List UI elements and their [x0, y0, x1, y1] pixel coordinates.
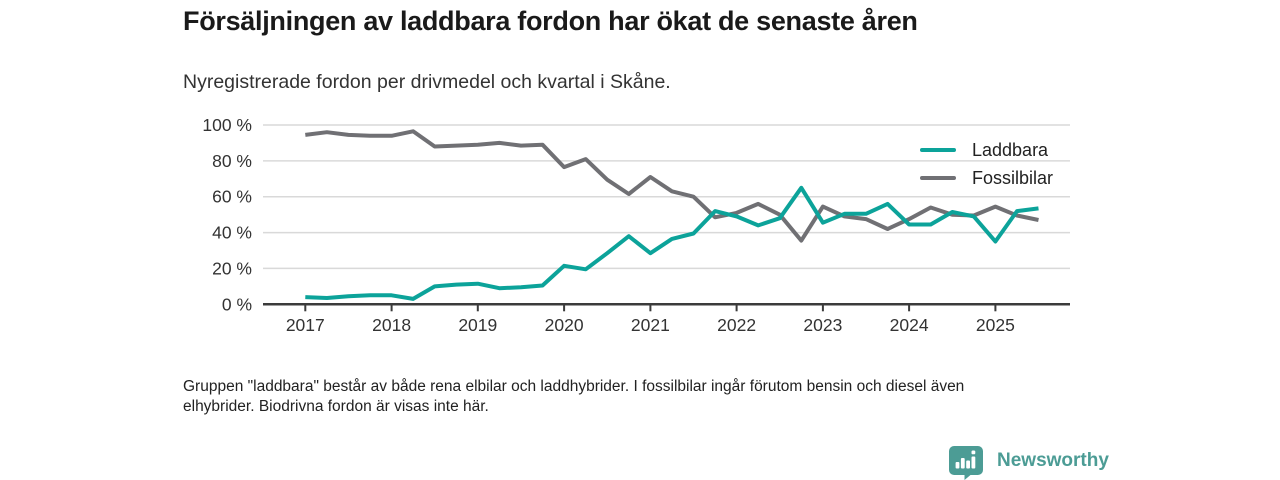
y-axis-tick-label: 60 % [212, 186, 252, 207]
fossilbilar-line-swatch-icon [920, 176, 956, 181]
legend-label-fossilbilar: Fossilbilar [972, 167, 1054, 188]
x-axis-tick-label: 2018 [372, 315, 412, 335]
newsworthy-logo [948, 446, 1109, 480]
bar-chart-icon-dot [972, 451, 976, 455]
bar-chart-icon-bar [956, 462, 960, 469]
series-line-laddbara [305, 188, 1038, 299]
bar-chart-icon-bar [972, 457, 976, 469]
footnote [183, 377, 964, 417]
x-axis-tick-label: 2021 [630, 315, 670, 335]
chart-title: Försäljningen av laddbara fordon har ökat de senaste åren [183, 6, 918, 36]
y-axis-tick-label: 40 % [212, 222, 252, 243]
chart-legend [920, 136, 1053, 192]
bar-chart-icon-bar [961, 458, 965, 469]
newsworthy-badge-icon [948, 446, 984, 480]
x-axis-tick-label: 2019 [458, 315, 498, 335]
x-axis-tick-label: 2025 [975, 315, 1015, 335]
legend-item-laddbara [920, 136, 1053, 164]
x-axis-tick-label: 2024 [889, 315, 929, 335]
y-axis-tick-label: 20 % [212, 258, 252, 279]
x-axis-tick-label: 2022 [717, 315, 757, 335]
footnote-line-1: Gruppen "laddbara" består av både rena elbilar och laddhybrider. I fossilbilar ingår förutom bensin och diesel även [183, 378, 965, 395]
y-axis-tick-label: 0 % [221, 294, 252, 315]
y-axis-tick-label: 80 % [212, 150, 252, 171]
x-axis-tick-label: 2017 [285, 315, 325, 335]
footnote-line-2: elhybrider. Biodrivna fordon är visas inte här. [183, 398, 489, 415]
x-axis-tick-label: 2020 [544, 315, 584, 335]
legend-item-fossilbilar [920, 164, 1053, 192]
laddbara-line-swatch-icon [920, 148, 956, 153]
y-axis-tick-label: 100 % [202, 115, 252, 135]
chart-subtitle: Nyregistrerade fordon per drivmedel och kvartal i Skåne. [183, 71, 671, 93]
newsworthy-wordmark: Newsworthy [997, 450, 1109, 471]
x-axis-tick-label: 2023 [803, 315, 843, 335]
bar-chart-icon-bar [966, 461, 970, 469]
legend-label-laddbara: Laddbara [972, 139, 1049, 160]
